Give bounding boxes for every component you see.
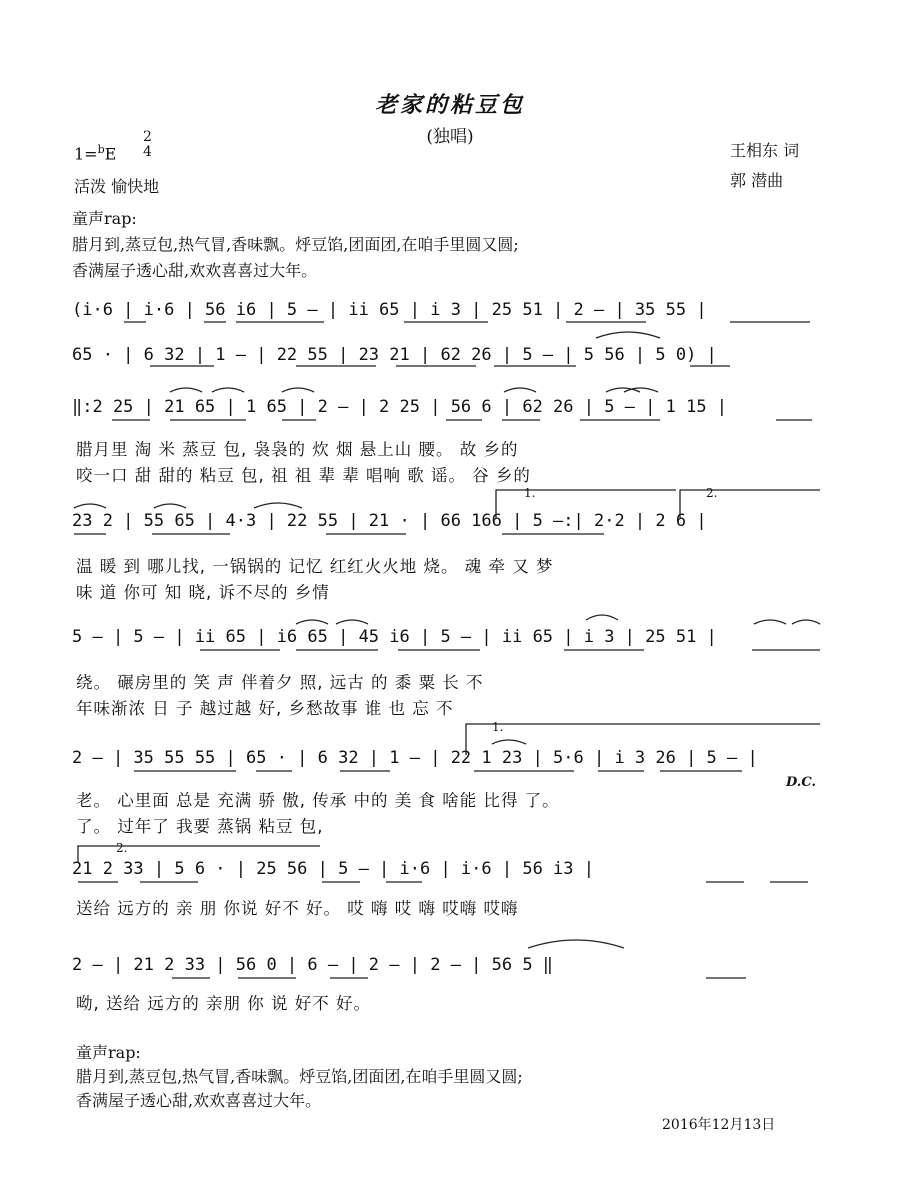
volta-1-bracket-b: [466, 724, 820, 755]
composition-date: 2016年12月13日: [662, 1117, 776, 1133]
key-note: E: [104, 144, 117, 164]
tempo-marking: 活泼 愉快地: [74, 177, 160, 196]
score-row-7: 21 2 33 | 5 6 · | 25 56 | 5 — | i·6 | i·6 | 56 i3 |: [72, 859, 594, 879]
slur-8: [74, 504, 106, 508]
rap-line2-bottom: 香满屋子透心甜,欢欢喜喜过大年。: [76, 1091, 322, 1110]
score-row-6: 2 — | 35 55 55 | 65 · | 6 32 | 1 — | 22 1 23 | 5·6 | i 3 26 | 5 — |: [72, 748, 758, 768]
volta-2-bracket-b: [78, 846, 320, 862]
composer-credit: 郭 潜曲: [730, 171, 784, 190]
lyric-row-5-verse1: 绕。 碾房里的 笑 声 伴着夕 照, 远古 的 黍 粟 长 不: [76, 673, 484, 692]
volta-2-label-a: 2.: [706, 486, 718, 500]
meter-bottom: 4: [143, 144, 152, 160]
slur-13: [586, 615, 618, 620]
meter-top: 2: [143, 129, 152, 145]
lyric-row-8: 呦, 送给 远方的 亲朋 你 说 好不 好。: [76, 994, 371, 1013]
lyric-row-4-verse2: 味 道 你可 知 晓, 诉不尽的 乡情: [76, 583, 330, 602]
slur-10: [254, 503, 302, 508]
volta-2-bracket-a: [680, 490, 820, 518]
score-row-8: 2 — | 21 2 33 | 56 0 | 6 — | 2 — | 2 — | 56 5 ‖: [72, 955, 554, 975]
slur-2: [170, 388, 202, 392]
key-flat: b: [97, 143, 105, 156]
slur-12: [336, 620, 368, 624]
slur-9: [154, 504, 186, 508]
slur-14: [754, 620, 786, 624]
key-prefix: 1=: [74, 144, 98, 164]
rap-label-top: 童声rap:: [72, 209, 137, 228]
volta-2-label-b: 2.: [116, 841, 128, 855]
score-row-4: 23 2 | 55 65 | 4·3 | 22 55 | 21 · | 66 166 | 5 —:| 2·2 | 2 6 |: [72, 511, 707, 531]
score-row-1: (i·6 | i·6 | 56 i6 | 5 — | ii 65 | i 3 | 25 51 | 2 — | 35 55 |: [72, 300, 707, 320]
slur-17: [528, 940, 624, 948]
lyric-row-6-verse2: 了。 过年了 我要 蒸锅 粘豆 包,: [76, 817, 324, 836]
lyric-row-3-verse2: 咬一口 甜 甜的 粘豆 包, 祖 祖 辈 辈 唱响 歌 谣。 谷 乡的: [76, 466, 531, 485]
song-title: 老家的粘豆包: [374, 92, 525, 118]
rap-line1-top: 腊月到,蒸豆包,热气冒,香味飘。烀豆馅,团面团,在咱手里圆又圆;: [72, 235, 519, 254]
lyric-row-7: 送给 远方的 亲 朋 你说 好不 好。 哎 嗨 哎 嗨 哎嗨 哎嗨: [76, 899, 519, 918]
lyric-row-5-verse2: 年味渐浓 日 子 越过越 好, 乡愁故事 谁 也 忘 不: [76, 699, 454, 718]
slur-5: [504, 388, 536, 392]
slur-15: [792, 620, 820, 624]
rap-line2-top: 香满屋子透心甜,欢欢喜喜过大年。: [72, 261, 318, 280]
volta-1-label-a: 1.: [524, 486, 536, 500]
volta-1-label-b: 1.: [492, 720, 504, 734]
slur-16: [492, 740, 526, 744]
slur-1: [596, 332, 660, 338]
song-subtitle: (独唱): [426, 127, 474, 147]
rap-label-bottom: 童声rap:: [76, 1043, 141, 1062]
score-row-5: 5 — | 5 — | ii 65 | i6 65 | 45 i6 | 5 — | ii 65 | i 3 | 25 51 |: [72, 627, 717, 647]
slur-11: [296, 620, 328, 624]
lyric-row-3-verse1: 腊月里 淘 米 蒸豆 包, 袅袅的 炊 烟 悬上山 腰。 故 乡的: [76, 440, 519, 459]
lyric-row-6-verse1: 老。 心里面 总是 充满 骄 傲, 传承 中的 美 食 啥能 比得 了。: [76, 791, 560, 810]
rap-line1-bottom: 腊月到,蒸豆包,热气冒,香味飘。烀豆馅,团面团,在咱手里圆又圆;: [76, 1067, 523, 1086]
slur-4: [282, 388, 314, 392]
lyricist-credit: 王相东 词: [730, 141, 800, 160]
score-row-3: ‖:2 25 | 21 65 | 1 65 | 2 — | 2 25 | 56 6 | 62 26 | 5 — | 1 15 |: [72, 397, 728, 417]
da-capo-mark: D.C.: [786, 775, 816, 790]
volta-1-bracket-a: [496, 490, 676, 518]
slur-3: [212, 388, 244, 392]
lyric-row-4-verse1: 温 暖 到 哪儿找, 一锅锅的 记忆 红红火火地 烧。 魂 牵 又 梦: [76, 557, 554, 576]
score-row-2: 65 · | 6 32 | 1 — | 22 55 | 23 21 | 62 26 | 5 — | 5 56 | 5 0) |: [72, 345, 717, 365]
